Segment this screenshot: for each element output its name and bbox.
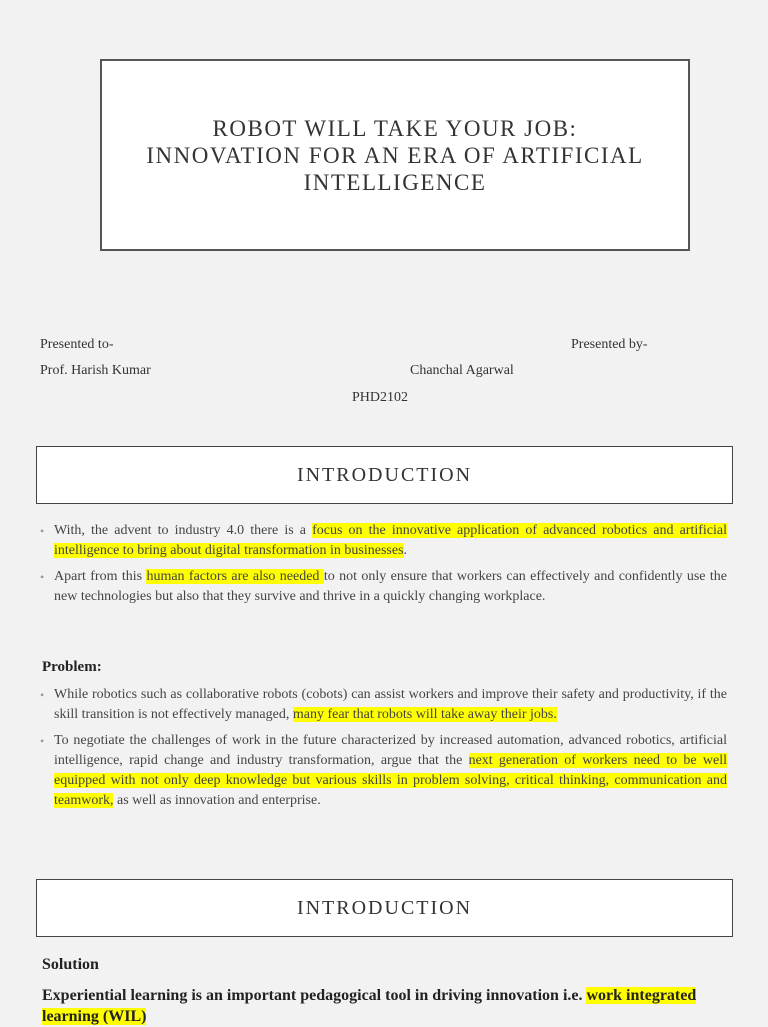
slide-title: ROBOT WILL TAKE YOUR JOB: INNOVATION FOR AN ERA OF ARTIFICIAL INTELLIGENCE — [146, 115, 644, 195]
intro-bullet-list — [40, 521, 727, 613]
experiential-learning-text: Experiential learning is an important pedagogical tool in driving innovation i.e. work integrated learning (WIL) — [42, 987, 697, 1025]
list-item: • While robotics such as collaborative robots (cobots) can assist workers and improve their safety and productivity, if the skill transition is not effectively managed, many fear that robots will take away their jobs. — [40, 685, 727, 725]
list-item: • With, the advent to industry 4.0 there is a focus on the innovative application of advanced robotics and artificial intelligence to bring about digital transformation in businesses. — [40, 521, 727, 561]
section-heading-box — [36, 879, 733, 937]
presented-by-label: Presented by- — [571, 337, 648, 352]
title-slide-box — [100, 59, 690, 251]
section-heading: INTRODUCTION — [296, 896, 473, 919]
presenter-id: PHD2102 — [352, 390, 409, 405]
presented-by-name: Chanchal Agarwal — [410, 363, 514, 378]
section-heading: INTRODUCTION — [296, 463, 473, 486]
problem-bullet-list — [40, 685, 727, 817]
presented-to-label: Presented to- — [40, 337, 114, 352]
presented-to-name: Prof. Harish Kumar — [40, 363, 151, 378]
problem-label: Problem: — [42, 659, 102, 675]
list-item: • Apart from this human factors are also needed to not only ensure that workers can effectively and confidently use the new technologies but also that they survive and thrive in a quickly changing workplace. — [40, 567, 727, 607]
list-item: • To negotiate the challenges of work in the future characterized by increased automation, advanced robotics, artificial intelligence, rapid change and industry transformation, argue that the next generation of workers need to be well equipped with not only deep knowledge but various skills in problem solving, critical thinking, communication and teamwork, as well as innovation and enterprise. — [40, 731, 727, 811]
section-heading-box — [36, 446, 733, 504]
solution-label: Solution — [42, 956, 99, 973]
